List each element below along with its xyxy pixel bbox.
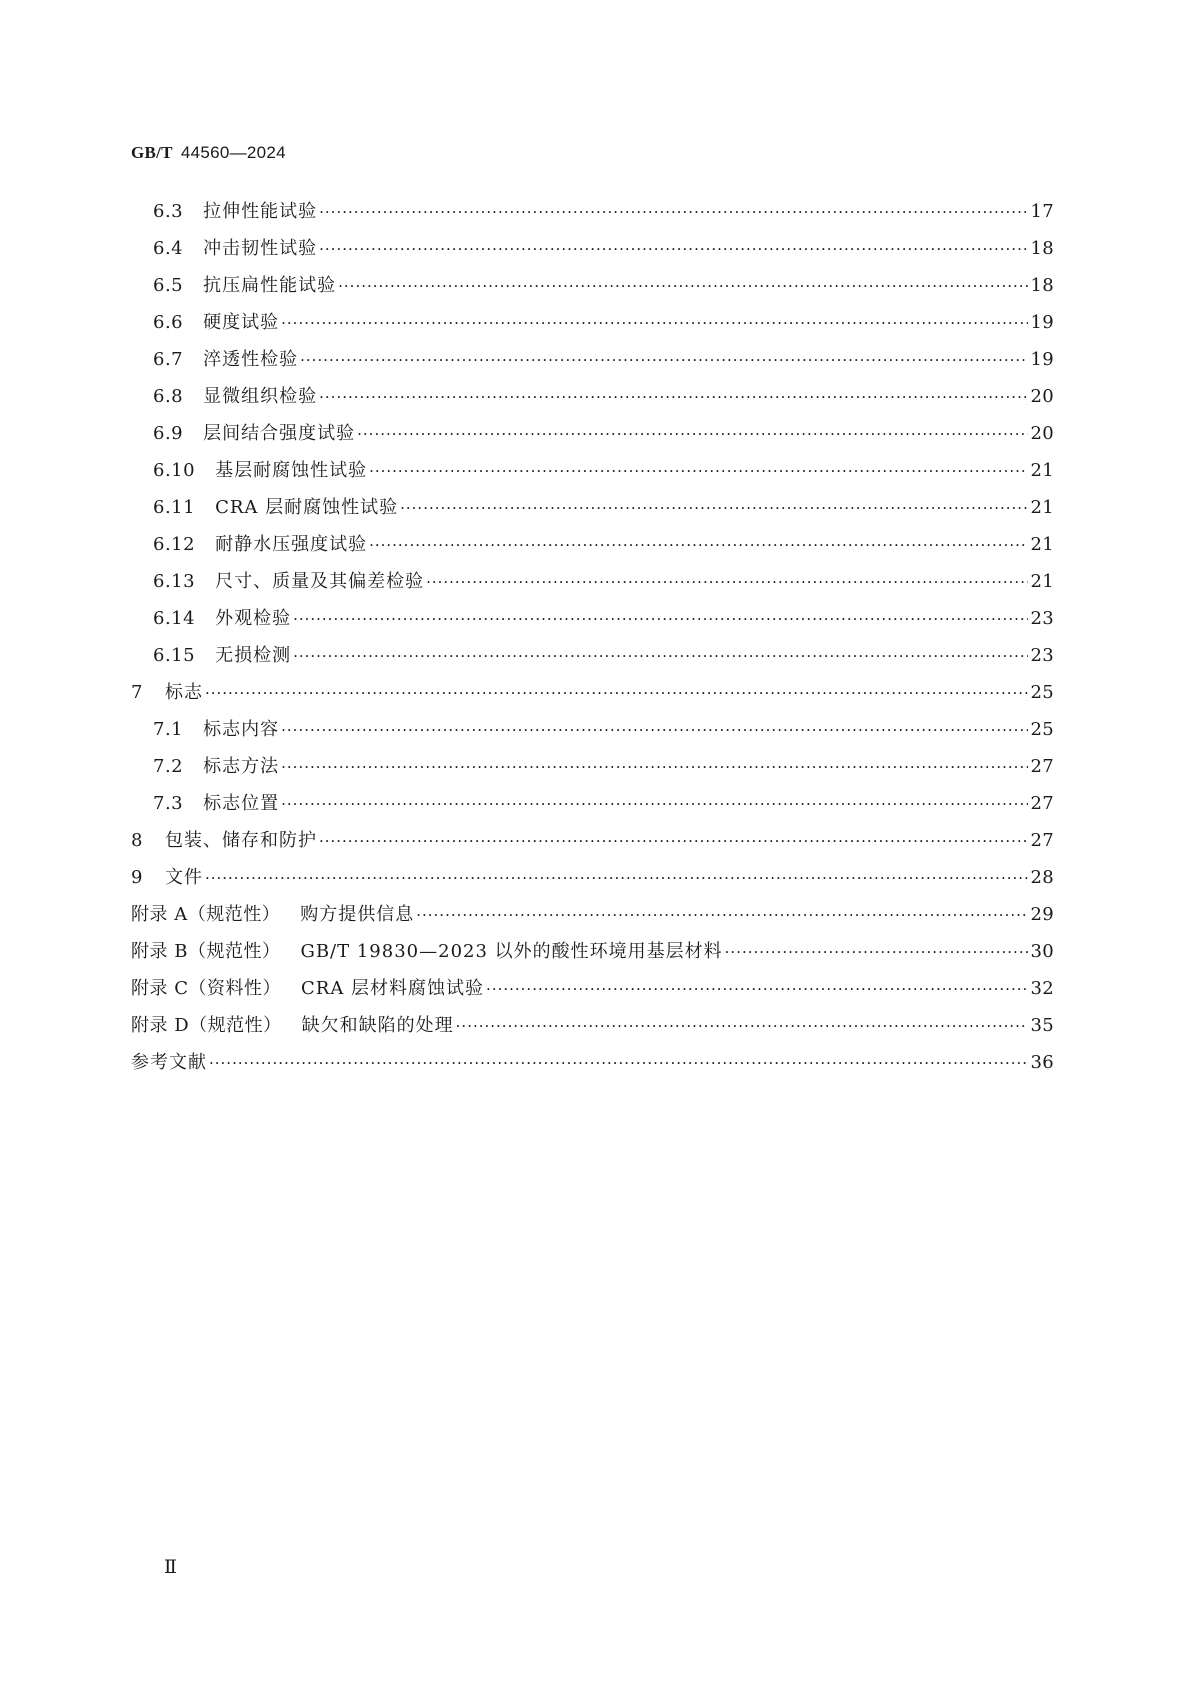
toc-entry-page: 27 [1030,793,1054,814]
toc-entry-page: 27 [1030,830,1054,851]
toc-entry-title: 参考文献 [131,1052,207,1073]
toc-entry-page: 25 [1030,719,1054,740]
toc-entry-page: 29 [1030,904,1054,925]
toc-entry-title: 显微组织检验 [203,386,318,407]
toc-entry-title: 购方提供信息 [300,904,415,925]
toc-entry-number: 6.13 [153,571,196,592]
toc-entry-number: 6.5 [153,275,184,296]
toc-entry-title: CRA 层耐腐蚀性试验 [215,497,399,518]
toc-entry-number: 附录 A（规范性） [131,904,281,925]
toc-entry[interactable] [131,563,1054,600]
toc-entry-title: 抗压扁性能试验 [203,275,337,296]
toc-leader-dots [357,416,1028,453]
toc-entry-title: 层间结合强度试验 [203,423,356,444]
toc-entry-page: 21 [1030,460,1054,481]
toc-entry[interactable] [131,267,1054,304]
toc-entry-page: 17 [1030,201,1054,222]
toc-entry-number: 附录 C（资料性） [131,978,281,999]
toc-entry-title: 冲击韧性试验 [203,238,318,259]
standard-header [131,142,286,164]
toc-entry-number: 6.10 [153,460,196,481]
toc-entry-title: 包装、储存和防护 [164,830,317,851]
toc-entry[interactable] [131,230,1054,267]
toc-entry[interactable] [131,1007,1054,1044]
toc-entry-page: 23 [1030,645,1054,666]
toc-entry-page: 19 [1030,312,1054,333]
toc-entry[interactable] [131,859,1054,896]
toc-entry-title: GB/T 19830—2023 以外的酸性环境用基层材料 [300,941,723,962]
toc-entry-page: 30 [1030,941,1054,962]
toc-entry[interactable] [131,933,1054,970]
toc-entry-title: 淬透性检验 [203,349,299,370]
toc-entry-title: 硬度试验 [203,312,280,333]
toc-entry-page: 20 [1030,423,1054,444]
toc-entry-title: CRA 层材料腐蚀试验 [301,978,485,999]
toc-entry-number: 6.9 [153,423,184,444]
toc-entry[interactable] [131,489,1054,526]
toc-leader-dots [209,1045,1028,1082]
toc-entry-number: 6.11 [153,497,196,518]
toc-leader-dots [281,712,1028,749]
toc-entry-title: 标志 [164,682,203,703]
toc-entry-page: 27 [1030,756,1054,777]
toc-entry[interactable] [131,193,1054,230]
toc-entry[interactable] [131,452,1054,489]
toc-entry[interactable] [131,711,1054,748]
toc-entry[interactable] [131,600,1054,637]
toc-entry-title: 标志内容 [203,719,280,740]
toc-entry-page: 18 [1030,275,1054,296]
toc-leader-dots [319,379,1028,416]
toc-entry-number: 6.3 [153,201,184,222]
toc-entry-page: 28 [1030,867,1054,888]
toc-leader-dots [319,231,1028,268]
toc-leader-dots [456,1008,1029,1045]
toc-entry[interactable] [131,1044,1054,1081]
toc-entry-number: 6.6 [153,312,184,333]
toc-entry[interactable] [131,637,1054,674]
toc-leader-dots [725,934,1029,971]
toc-entry-page: 36 [1030,1052,1054,1073]
toc-entry-title: 尺寸、质量及其偏差检验 [215,571,425,592]
toc-entry[interactable] [131,378,1054,415]
toc-entry-number: 9 [131,867,143,888]
toc-leader-dots [486,971,1028,1008]
toc-entry[interactable] [131,341,1054,378]
toc-entry-number: 附录 B（规范性） [131,941,281,962]
toc-entry-page: 21 [1030,497,1054,518]
toc-leader-dots [369,527,1028,564]
toc-entry-number: 6.12 [153,534,196,555]
toc-entry-title: 标志位置 [203,793,280,814]
toc-leader-dots [281,305,1028,342]
toc-entry-page: 18 [1030,238,1054,259]
toc-leader-dots [281,749,1028,786]
toc-entry-number: 7.3 [153,793,184,814]
table-of-contents [131,193,1054,1081]
toc-entry-page: 35 [1030,1015,1054,1036]
toc-entry-title: 外观检验 [215,608,292,629]
toc-entry-title: 耐静水压强度试验 [215,534,368,555]
toc-entry-page: 32 [1030,978,1054,999]
toc-leader-dots [400,490,1028,527]
toc-entry-title: 无损检测 [215,645,292,666]
toc-entry-page: 20 [1030,386,1054,407]
toc-entry-number: 6.8 [153,386,184,407]
toc-entry[interactable] [131,748,1054,785]
toc-entry-page: 23 [1030,608,1054,629]
toc-leader-dots [205,675,1029,712]
toc-entry-number: 6.4 [153,238,184,259]
toc-entry[interactable] [131,822,1054,859]
toc-leader-dots [338,268,1028,305]
toc-entry[interactable] [131,304,1054,341]
toc-entry-number: 7.2 [153,756,184,777]
page-number: Ⅱ [164,1556,177,1578]
standard-code: GB/T [131,143,173,162]
toc-entry-page: 19 [1030,349,1054,370]
toc-entry[interactable] [131,674,1054,711]
toc-entry-title: 缺欠和缺陷的处理 [301,1015,454,1036]
toc-entry[interactable] [131,785,1054,822]
toc-entry-number: 7.1 [153,719,184,740]
toc-entry[interactable] [131,415,1054,452]
toc-entry[interactable] [131,970,1054,1007]
toc-entry[interactable] [131,896,1054,933]
toc-leader-dots [293,638,1028,675]
toc-leader-dots [426,564,1028,601]
toc-leader-dots [319,823,1029,860]
standard-number: 44560—2024 [180,143,286,162]
toc-leader-dots [300,342,1028,379]
toc-entry-number: 6.15 [153,645,196,666]
toc-entry-title: 拉伸性能试验 [203,201,318,222]
toc-entry-title: 文件 [164,867,203,888]
toc-entry-number: 8 [131,830,143,851]
toc-entry-number: 7 [131,682,143,703]
toc-leader-dots [319,194,1028,231]
toc-entry-number: 6.7 [153,349,184,370]
toc-leader-dots [281,786,1028,823]
toc-leader-dots [369,453,1028,490]
toc-leader-dots [293,601,1028,638]
toc-leader-dots [205,860,1029,897]
toc-entry[interactable] [131,526,1054,563]
toc-entry-number: 附录 D（规范性） [131,1015,282,1036]
toc-entry-number: 6.14 [153,608,196,629]
toc-entry-page: 25 [1030,682,1054,703]
toc-entry-page: 21 [1030,571,1054,592]
toc-entry-title: 基层耐腐蚀性试验 [215,460,368,481]
toc-entry-title: 标志方法 [203,756,280,777]
toc-leader-dots [416,897,1028,934]
toc-entry-page: 21 [1030,534,1054,555]
